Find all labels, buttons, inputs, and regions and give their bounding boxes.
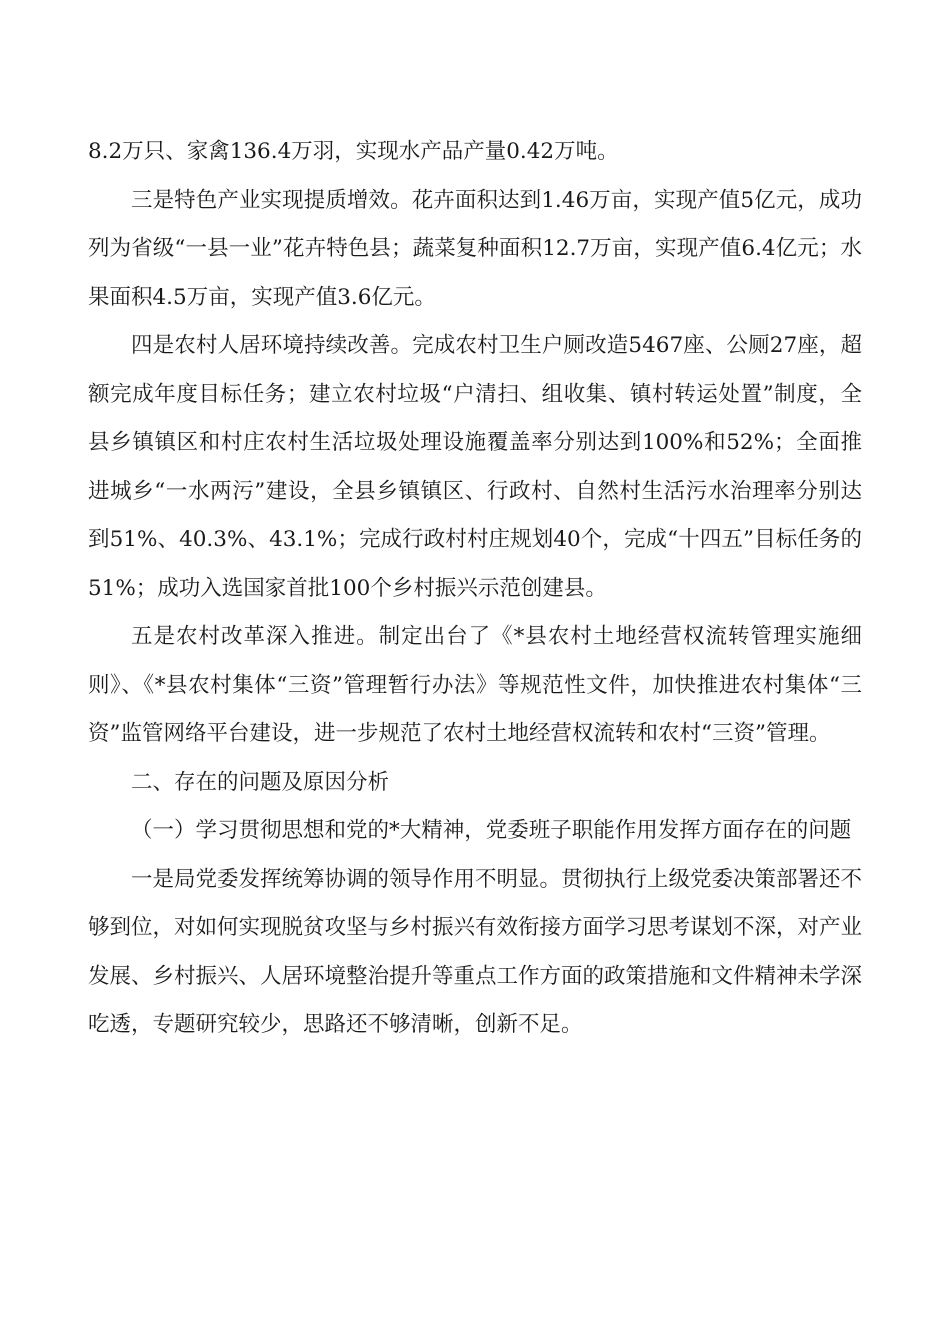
section-heading-problems: 二、存在的问题及原因分析 xyxy=(131,769,390,795)
paragraph-specialty-industry: 三是特色产业实现提质增效。花卉面积达到1.46万亩，实现产值5亿元，成功列为省级“一县一业”花卉特色县；蔬菜复种面积12.7万亩，实现产值6.4亿元；水果面积4.5万亩，实现产值3.6亿元。 xyxy=(88,187,862,310)
paragraph-rural-environment: 四是农村人居环境持续改善。完成农村卫生户厕改造5467座、公厕27座，超额完成年度目标任务；建立农村垃圾“户清扫、组收集、镇村转运处置”制度，全县乡镇镇区和村庄农村生活垃圾处理设施覆盖率分别达到100%和52%；全面推进城乡“一水两污”建设，全县乡镇镇区、行政村、自然村生活污水治理率分别达到51%、40.3%、43.1%；完成行政村村庄规划40个，完成“十四五”目标任务的51%；成功入选国家首批100个乡村振兴示范创建县。 xyxy=(88,333,862,601)
subsection-heading-study: （一）学习贯彻思想和党的*大精神，党委班子职能作用发挥方面存在的问题 xyxy=(131,818,852,843)
paragraph-party-committee: 一是局党委发挥统筹协调的领导作用不明显。贯彻执行上级党委决策部署还不够到位，对如何实现脱贫攻坚与乡村振兴有效衔接方面学习思考谋划不深，对产业发展、乡村振兴、人居环境整治提升等重点工作方面的政策措施和文件精神未学深吃透，专题研究较少，思路还不够清晰，创新不足。 xyxy=(88,866,863,1037)
paragraph-rural-reform: 五是农村改革深入推进。制定出台了《*县农村土地经营权流转管理实施细则》、《*县农村集体“三资”管理暂行办法》等规范性文件，加快推进农村集体“三资”监管网络平台建设，进一步规范了农村土地经营权流转和农村“三资”管理。 xyxy=(88,624,862,746)
paragraph-livestock-output: 8.2万只、家禽136.4万羽，实现水产品产量0.42万吨。 xyxy=(88,139,619,164)
document-body xyxy=(88,128,862,1050)
